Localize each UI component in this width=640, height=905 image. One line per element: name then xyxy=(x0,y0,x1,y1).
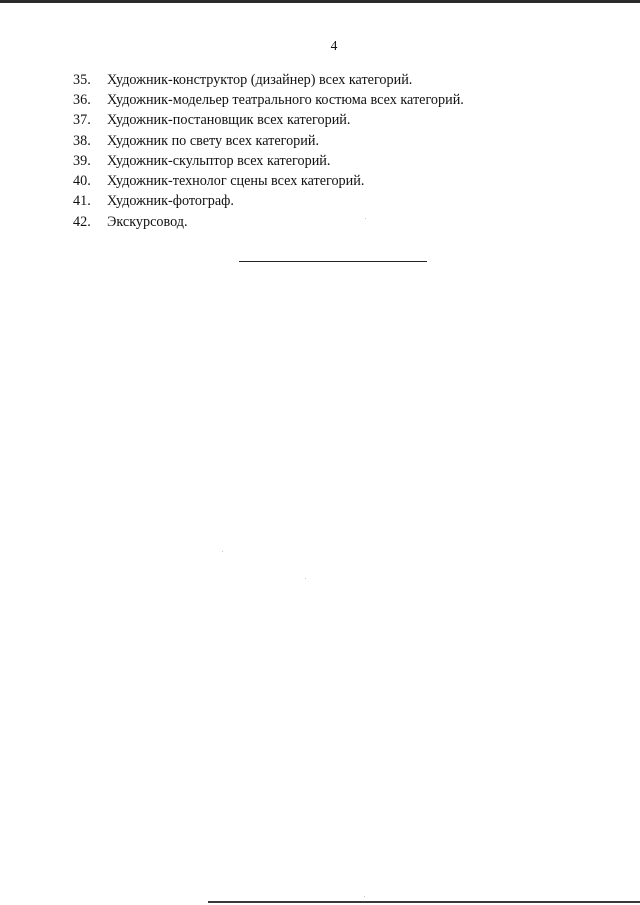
profession-list xyxy=(73,70,464,232)
scan-speck xyxy=(222,551,223,552)
item-number: 36. xyxy=(73,91,91,108)
item-number: 38. xyxy=(73,132,91,149)
end-of-list-rule xyxy=(239,261,427,262)
item-text: Художник-технолог сцены всех категорий. xyxy=(107,173,365,190)
page-number: 4 xyxy=(330,38,338,53)
item-text: Художник-фотограф. xyxy=(107,193,234,210)
list-item xyxy=(73,90,464,110)
item-number: 40. xyxy=(73,173,91,190)
list-item xyxy=(73,212,464,232)
item-text: Художник-модельер театрального костюма всех категорий. xyxy=(107,91,464,108)
list-item xyxy=(73,111,464,131)
item-text: Художник-постановщик всех категорий. xyxy=(107,112,351,129)
list-item xyxy=(73,70,464,90)
item-number: 37. xyxy=(73,112,91,129)
scan-speck xyxy=(364,896,365,897)
item-number: 41. xyxy=(73,193,91,210)
item-text: Экскурсовод. xyxy=(107,213,188,230)
list-item xyxy=(73,131,464,151)
scan-speck xyxy=(305,578,306,579)
item-text: Художник-скульптор всех категорий. xyxy=(107,152,331,169)
item-number: 42. xyxy=(73,213,91,230)
item-number: 35. xyxy=(73,71,91,88)
item-number: 39. xyxy=(73,152,91,169)
list-item xyxy=(73,171,464,191)
scan-edge-bottom xyxy=(208,901,640,903)
item-text: Художник по свету всех категорий. xyxy=(107,132,320,149)
scan-speck xyxy=(365,218,366,219)
list-item xyxy=(73,151,464,171)
list-item xyxy=(73,192,464,212)
item-text: Художник-конструктор (дизайнер) всех категорий. xyxy=(107,71,413,88)
scan-edge-top xyxy=(0,0,640,3)
